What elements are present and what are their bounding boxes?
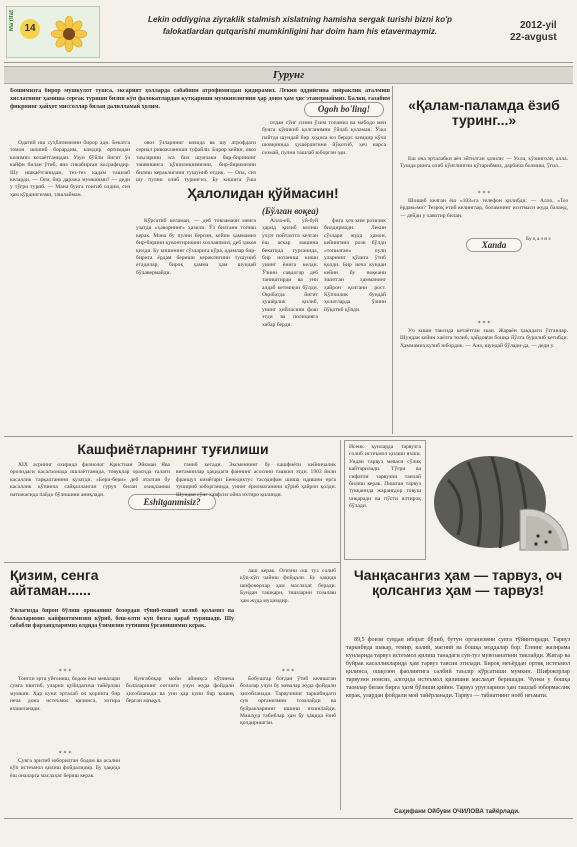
xanda-side-text: Бу қ а з и з <box>526 236 551 242</box>
qalam-title: «Қалам-паламда ёзиб туринг...» <box>408 97 560 128</box>
vertical-tag: Ma'rifat <box>9 10 15 32</box>
xalol-col1-text: Кўрсатиб келаман, — деб товламачи менга узатди «ҳаворнинг» ҳазили. Ўз билгани топиш керак. Мана бу пулни берсин, кейин ҳаммамиз бир-бирини қувонтиришни хохлаяпмиз, деб ҳикоя қилди. Бу кишининг сўзларига кўра, одамлар бир-бирига ёрдам бериши кераклигини тушуниб етадилар, бироқ ҳамма ҳам шундай бўлавермайди. <box>136 218 256 276</box>
xanda-badge: Xanda <box>466 238 522 252</box>
footer-divider <box>4 818 573 819</box>
qalam-text-1 <box>400 156 568 190</box>
kashf-title: Кашфиётларнинг туғилиши <box>77 441 269 457</box>
lead-column-3 <box>262 120 386 190</box>
page-header <box>4 4 573 63</box>
qizim-column-4 <box>240 568 336 668</box>
eshitganmisiz-badge: Eshitganmisiz? <box>128 494 216 510</box>
qizim-col2-text: Сувга эритиб юборилган бодом ва асални кўп истеъмол қилиш фойдалидир. Бу ҳақида ёш оналарга маслаҳат бериш керак. <box>10 758 120 779</box>
stars-divider-2: * * * <box>477 320 491 327</box>
stars-divider-1: * * * <box>477 190 491 197</box>
chan-title: Чанқасангиз ҳам — тарвуз, оч қолсангиз ҳам — тарвуз! <box>353 567 563 598</box>
lead-column-1 <box>10 140 130 432</box>
qalam-text-3-body: Уч киши таксида кетаётган экан. Жараён ҳақидаги ўтганлар. Шундан кейин хаёлга толиб, ҳайдовчи бошқа йўлга бурилиб кетибди. Ҳаммамиз кулиб юбордик. — Ана, шундай бўлади-да, — деди у. <box>400 328 568 349</box>
section-title: Гурунг <box>272 69 305 81</box>
qizim-col3-text: Кунгабоқар мойи айниқса кўпинча болаларнинг соғлиғи учун жуда фойдали ҳисобланади ва уни ҳар куни бир қошиқ берган маъқул. <box>126 676 234 705</box>
qizim-column-5 <box>240 676 336 810</box>
qizim-column-2 <box>10 758 120 810</box>
kashf-column-2 <box>176 462 336 558</box>
stars-divider-5: * * * <box>281 668 295 675</box>
tip-text: Исеик кунларда тарвузга солиб истеъмол қилиш яхши. Ундан тарвуз меваси сўлиқ кайтарилади. Тўғри ва сифатли тарвузни танлай билиш керак. Пишган тарвуз тукқанида жарангдор товуш чиқаради ва пўсти ялтироқ бўлади. <box>349 444 421 510</box>
lead-col2-text: овоз ўзларнинг кизида ва шу атрофдаги сериал ривожланиши туфайли. Бирор кейин, овоз таъсирини эса биз шунчаки бир-бирининг ташвишига қўшилишимизни, бир-биримизни билиш кераклигини тушуниб етдик. — Опа, сиз шу пулни олиб турингиз. Бу кишига ўша <box>136 140 256 182</box>
qizim-col1-text: Тонгли эрта уйғониш, бодом ёки мевалари сувга ивитиб, уларни қуйидагича тайёрлаш мумкин. Ҳар куни эрталаб оч қоринга бир неча дона истеъмол қилинса, хотира яхшиланади. <box>10 676 120 712</box>
page-number: 14 <box>20 19 40 39</box>
kashf-col2-text: ганиб кетади. Эксменнинг бу кашфиёти кейинчалик витаминлар ҳақидаги фаннинг асосини ташкил этди. 1903 йили француз кимёгари Бенедиктус тасодифан шиша идишни ерга тушириб юборганида, унинг ёрилмаганини кўриб ҳайрон қолди. Шундан сўнг хавфсиз ойна ихтиро қилинди. <box>176 462 336 498</box>
qalam-text-3 <box>400 328 568 430</box>
tip-box <box>344 440 426 560</box>
lead-col3-text: отдан сўнг сизни ўзим топамиз ва мабодо мен бунга кўникиб қолганимни ўйлаб қоламан. Ўша пайтда шундай бир ҳодиса юз берди: кимдир кўча шовқинида ҳушёрлигини йўқотиб, ҳеч нарса сезмай, пулни ташлаб юборган эди. <box>262 120 386 156</box>
qizim-title: Қизим, сенга айтаман...... <box>10 567 99 598</box>
xalol-column-3 <box>324 218 386 432</box>
stars-divider-4: * * * <box>58 750 72 757</box>
qizim-lead: Ўйлагизда бирон бўлиш ориканинг бозордан тўниб-тошиб келиб қоламиз ва болаларимиз кайфиятимизни кўриб, беш-олти кун бизга қараб туришади. Шу сабабли фарзандларимиз олдида ўзимизни тутишни ўрганишимиз керак. <box>10 608 234 630</box>
lead-intro: Бошимизга бирор мушкулот тушса, эксарият ҳолларда сабабини атрофимиздан қидирамиз. Лекин оддийгина зийраклик аталмиш хислатнинг ҳамиша сергак туриши бизни кўп фалокатлардан қутқариши мумкинлигини ҳар доим ҳам ҳис этавермаймиз. Балки, ғазабим фикрнинг ҳайҳот миссоллар билан далилламай ҳолим. <box>10 88 390 110</box>
xalol-column-1 <box>136 218 256 432</box>
column-divider-2 <box>340 440 341 810</box>
lead-column-2 <box>136 140 256 182</box>
issue-day: 22-avgust <box>510 32 557 43</box>
header-motto: Lekin oddiygina ziyraklik stalmish xislatning hamisha sergak turishi bizni ko'p falokatlardan qutqarishi mumkinligini har doim ham his etavermaymiz. <box>147 15 453 36</box>
issue-date <box>510 20 557 44</box>
qizim-col5-text: Бобушгар боғдан ўтиб келишган болалар учун бу мевалар жуда фойдали ҳисобланади. Тарвузнинг таркибидаги сув организмни тозалайди ва буйракларнинг ишини яхшилайди. Машҳур табиблар ҳам бу ҳақида ёзиб қолдиришган. <box>240 676 336 727</box>
masthead <box>6 6 100 58</box>
chan-text: 89,5 фоизи сувдан иборат бўлиб, бутун организмни сувга тўйинтиради. Тарвуз таркибида шакар, темир, калий, магний ва бошқа моддалар бор. Ёзнинг жазирама кунларида тарвуз истеъмол қилиш танадаги сув-туз мувозанатини тиклайди. Жигар ва буйрак касалликларида ҳам тарвуз тавсия этилади. Бироқ меъёрдан ортиқ истеъмол қилинса, ошқозон фаолиятига салбий таъсир кўрсатиши мумкин. Шифокорлар тарвузни нонсиз, алоҳида истеъмол қилишни маслаҳат беришади. Чунки у бошқа таомлар билан бирга ҳазм бўлиши қийин. Тарвуз уруғларини ҳам ташлаб юбормаслик керак, улардан фойдали мой тайёрланади. Тарвуз — табиатнинг ноёб неъмати. <box>346 637 570 699</box>
watermelon-image <box>428 440 572 558</box>
column-divider <box>392 86 393 434</box>
qalam-text-2 <box>400 198 568 238</box>
horizontal-divider-2 <box>4 562 340 563</box>
stars-divider-3: * * * <box>58 668 72 675</box>
qizim-column-3 <box>126 676 234 806</box>
flower-icon <box>47 15 91 53</box>
xalol-col2-text: Алло-ей, уй-буй ҳарид қилиб келиш учун пойтахтга келган ёш аскар машина бекатида турганида, бир нотаниш киши унинг ёнига келди. Ўзини савдогар деб таништирди ва уни алдаб кетмоқчи бўлди. Оқибатда йигит ҳушёрлик қилиб, унинг ҳийласини фош этди ва полицияга хабар берди. <box>262 218 318 328</box>
qalam-text-2-body: Шошиб келган ёш «103»га телефон қилибди: — Алло, «Тез ёрдам»ми? Тезроқ етиб келинглар, боламнинг иситмаси жуда баланд, — дейди у хавотир билан. <box>400 198 568 219</box>
chan-column <box>346 636 570 804</box>
qizim-col4-text: лаш керак. Оғизни ош туз солиб кўп-кўп чайиш фойдали. Бу ҳақида шифокорлар ҳам маслаҳат беради. Бундан ташқари, тишларни тозалаш ҳам жуда муҳимдир. <box>240 568 336 604</box>
page-signature: Саҳифани Ойбуви ОЧИЛОВА тайёрлади. <box>394 808 520 815</box>
qalam-text-1-body: Еш она эрталабки аёл эйтилган ҳазили: — Ухла, кўзинголи, алла. Тушда ринга олиб кўнглингни кўтарибмиз, дарбича болмиш, ўғил... <box>400 156 568 170</box>
kashf-col1-text: XIX асрнинг охирида физиолог Кристиан Эйкман Ява оролидаги касалхонада ишлаётганида, товуқлар орасида ғалати касаллик тарқалганини кузатди. «Бери-бери» деб аталган бу касаллик кўпинча сайқалланган гуруч билан озиқланиш натижасида пайдо бўлишини аниқлади. <box>10 462 170 498</box>
lead-col1-text: Одатий иш суҳбатимизни бирор ади. Бекатга томон шошиб борардим, кимдир ортимдан кизимиз келаётганидан. Узун бўйли йигит ўз кайфи билан ўтиб, яна сикабирган косрафидир. Шу ишкаётганидан, тез-тез кадам ташлаб келарди. — Опа, бир даража мумкинми? — деди у тўғри туриб. — Мана бунга тонгиб олдим, сиз ҳам кўрдингизми, ташлайман. <box>10 140 130 198</box>
xalol-subtitle: (Бўлган воқеа) <box>262 206 319 216</box>
horizontal-divider-1 <box>4 436 573 437</box>
kashf-column-1 <box>10 462 170 558</box>
xalol-title: Ҳалолидан қўймасин! <box>187 185 339 201</box>
section-banner <box>4 66 573 84</box>
issue-year: 2012-yil <box>519 20 557 31</box>
qizim-column-1 <box>10 676 120 744</box>
xalol-col3-text: фига ҳеч ким розилик билдирмади. Лекин сўзлари жуда ҳамон, кейингина рози бўлди «топилган» пули уларнинг қўлига ўтиб қолди. Бир неча кундан кейин бу воқеани эшитган ҳамманинг ҳайрон қолгани рост. Кўпчилик бундай ҳолатларда ўзини йўқотиб қўяди. <box>324 218 386 313</box>
ogoh-boling-badge: Ogoh bo'ling! <box>304 102 384 117</box>
xalol-column-2 <box>262 218 318 432</box>
